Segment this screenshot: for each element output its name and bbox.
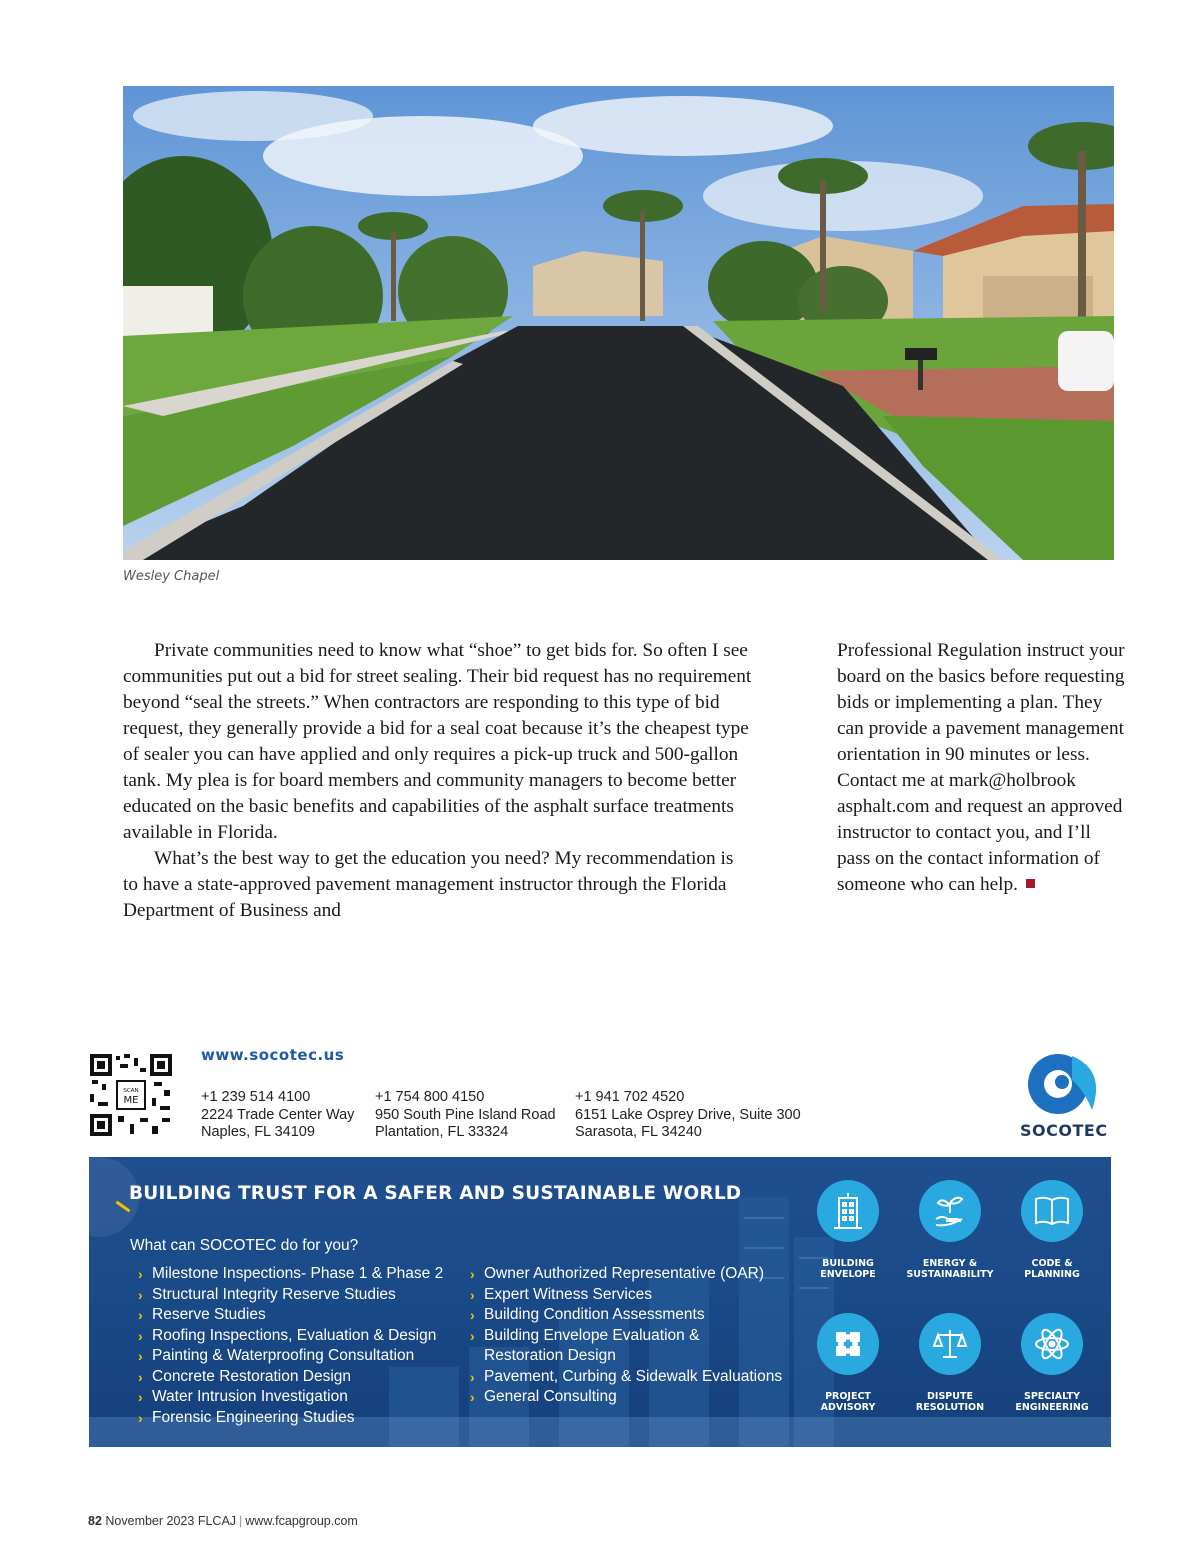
svg-text:ME: ME [123, 1095, 139, 1106]
list-item: › Building Envelope Evaluation & [470, 1326, 782, 1347]
category-building-envelope [798, 1180, 898, 1280]
services-banner [89, 1157, 1111, 1447]
list-item: › Expert Witness Services [470, 1285, 782, 1306]
services-list-right [470, 1264, 782, 1408]
puzzle-icon [817, 1313, 879, 1375]
office-city: Naples, FL 34109 [201, 1124, 315, 1140]
scales-icon [919, 1313, 981, 1375]
chevron-right-icon: › [470, 1327, 475, 1344]
list-item: › Milestone Inspections- Phase 1 & Phase 2 [138, 1264, 443, 1285]
category-label: ENERGY & SUSTAINABILITY [906, 1258, 994, 1280]
footer-separator: | [239, 1514, 243, 1528]
office-naples [201, 1089, 354, 1142]
article-paragraph: Private communities need to know what “shoe” to get bids for. So often I see communities put out a bid for street sealing. Their bid request has no requirement beyond “seal the streets.” When contractors are responding to this type of bid request, they generally provide a bid for a seal coat because it’s the cheapest type of sealer you can have applied and only requires a pick-up truck and 500-gallon tank. My plea is for board members and community managers to become better educated on the basic benefits and capabilities of the asphalt surface treatments available in Florida. [123, 640, 752, 843]
chevron-right-icon: › [470, 1286, 475, 1303]
banner-title: BUILDING TRUST FOR A SAFER AND SUSTAINABLE WORLD [129, 1183, 742, 1204]
office-city: Sarasota, FL 34240 [575, 1124, 702, 1140]
chevron-right-icon: › [470, 1368, 475, 1385]
footer-website[interactable]: www.fcapgroup.com [245, 1514, 358, 1528]
svg-text:SCAN: SCAN [123, 1088, 139, 1094]
category-dispute-resolution [900, 1313, 1000, 1413]
category-code-planning [1002, 1180, 1102, 1280]
article-paragraph: What’s the best way to get the education you need? My recommendation is to have a state-approved pavement management instructor through the Florida Department of Business and [123, 848, 734, 921]
category-project-advisory [798, 1313, 898, 1413]
list-item: › Owner Authorized Representative (OAR) [470, 1264, 782, 1285]
category-label: SPECIALTY ENGINEERING [1015, 1391, 1089, 1413]
list-item: › Forensic Engineering Studies [138, 1408, 443, 1429]
list-item: › Roofing Inspections, Evaluation & Design [138, 1326, 443, 1347]
category-specialty-engineering [1002, 1313, 1102, 1413]
office-phone: +1 754 800 4150 [375, 1089, 485, 1105]
office-street: 6151 Lake Osprey Drive, Suite 300 [575, 1106, 801, 1123]
list-item: › Building Condition Assessments [470, 1305, 782, 1326]
office-city: Plantation, FL 33324 [375, 1124, 509, 1140]
atom-icon [1021, 1313, 1083, 1375]
article-paragraph-text: Professional Regulation instruct your board on the basics before requesting bids or implementing a plan. They can provide a pavement management orientation in 90 minutes or less. Contact me at mark@holbrook asphalt.com and request an approved instructor to contact you, and I’ll pass on the contact information of someone who can help. [837, 640, 1125, 895]
chevron-right-icon: › [470, 1266, 475, 1282]
office-phone: +1 941 702 4520 [575, 1089, 685, 1105]
category-label: BUILDING ENVELOPE [820, 1258, 876, 1280]
chevron-right-icon: › [138, 1368, 143, 1385]
chevron-right-icon: › [138, 1389, 143, 1405]
brand-name: SOCOTEC [1020, 1121, 1108, 1140]
ad-website[interactable]: www.socotec.us [201, 1046, 345, 1064]
category-label: DISPUTE RESOLUTION [915, 1391, 985, 1413]
list-item: › Structural Integrity Reserve Studies [138, 1285, 443, 1306]
publication-name: FLCAJ [197, 1514, 237, 1528]
article-right-column [837, 638, 1127, 898]
plant-hand-icon [919, 1180, 981, 1242]
book-icon [1021, 1180, 1083, 1242]
banner-question: What can SOCOTEC do for you? [130, 1237, 359, 1254]
street-photo [123, 86, 1114, 560]
office-phone: +1 239 514 4100 [201, 1089, 311, 1105]
chevron-right-icon: › [138, 1348, 143, 1364]
category-energy-sustainability [900, 1180, 1000, 1280]
building-icon [817, 1180, 879, 1242]
services-list-left [138, 1264, 443, 1428]
chevron-right-icon: › [138, 1409, 143, 1426]
category-label: CODE & PLANNING [1024, 1258, 1080, 1280]
chevron-right-icon: › [138, 1307, 143, 1323]
office-plantation [375, 1089, 556, 1142]
list-item: › Reserve Studies [138, 1305, 443, 1326]
chevron-right-icon: › [470, 1389, 475, 1405]
issue-date: November 2023 [105, 1514, 195, 1528]
article-paragraph-end [837, 638, 1127, 898]
photo-caption: Wesley Chapel [123, 569, 220, 584]
chevron-right-icon: › [138, 1266, 143, 1282]
list-item: › Water Intrusion Investigation [138, 1387, 443, 1408]
article-left-column [123, 638, 753, 924]
chevron-right-icon: › [138, 1327, 143, 1344]
chevron-right-icon: › [470, 1307, 475, 1323]
end-of-article-mark [1026, 879, 1035, 888]
office-street: 2224 Trade Center Way [201, 1106, 355, 1123]
office-sarasota [575, 1089, 801, 1142]
list-item: › General Consulting [470, 1387, 782, 1408]
list-item: › Pavement, Curbing & Sidewalk Evaluations [470, 1367, 782, 1388]
office-street: 950 South Pine Island Road [375, 1106, 556, 1123]
page-footer [88, 1514, 358, 1528]
page-number: 82 [88, 1514, 102, 1528]
qr-code [90, 1054, 172, 1136]
chevron-right-icon: › [138, 1286, 143, 1303]
list-item: › Concrete Restoration Design [138, 1367, 443, 1388]
category-label: PROJECT ADVISORY [820, 1391, 876, 1413]
list-item: › Painting & Waterproofing Consultation [138, 1346, 443, 1367]
list-item-continuation: Restoration Design [484, 1347, 616, 1364]
